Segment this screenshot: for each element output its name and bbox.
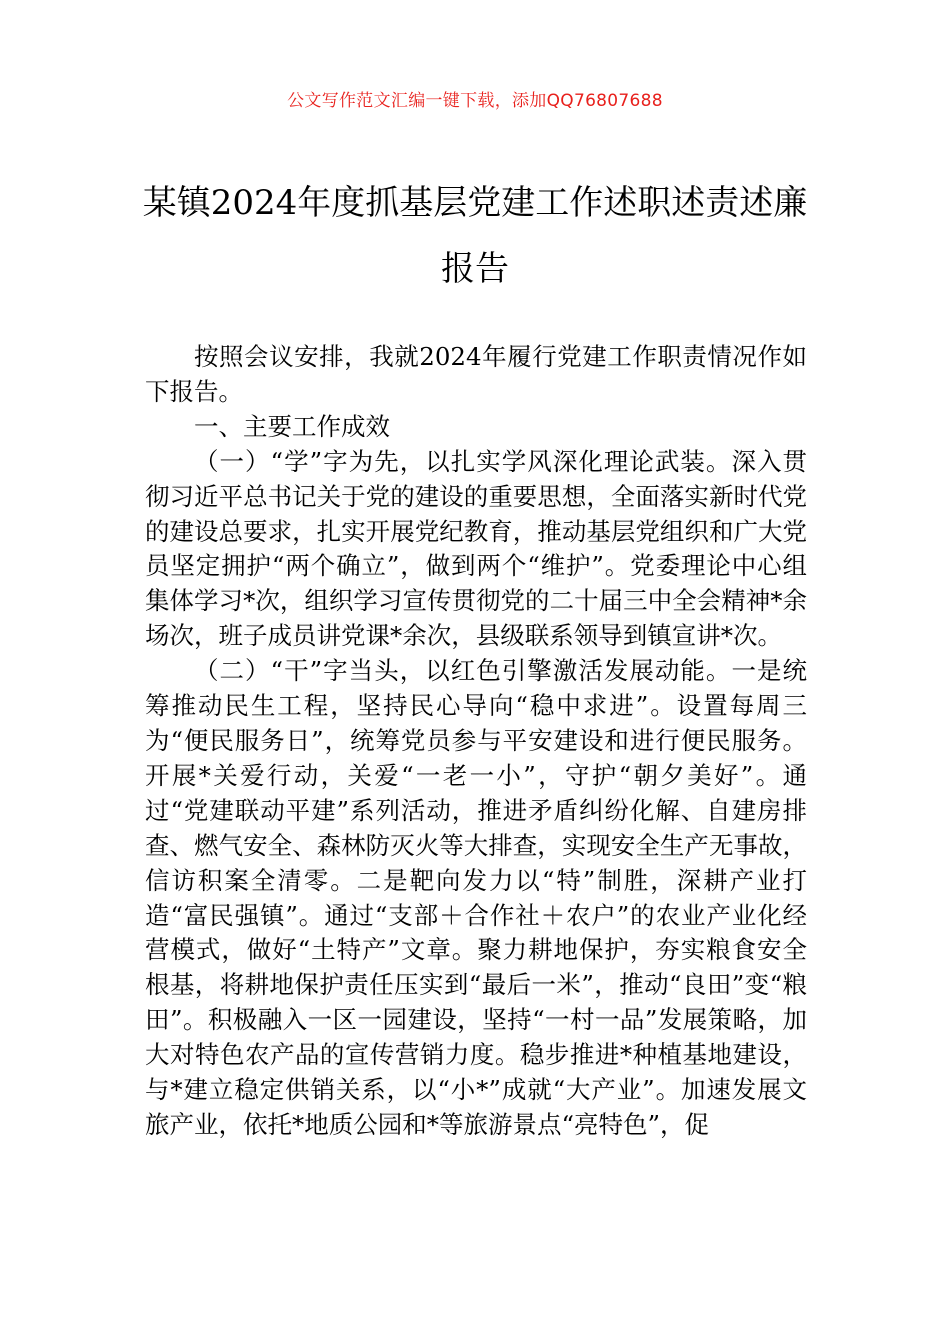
body-paragraph-action: （二）“干”字当头，以红色引擎激活发展动能。一是统筹推动民生工程，坚持民心导向“稳中求进”。设置每周三为“便民服务日”，统筹党员参与平安建设和进行便民服务。开展*关爱行动，关爱“一老一小”，守护“朝夕美好”。通过“党建联动平建”系列活动，推进矛盾纠纷化解、自建房排查、燃气安全、森林防灭火等大排查，实现安全生产无事故，信访积案全清零。二是靶向发力以“特”制胜，深耕产业打造“富民强镇”。通过“支部＋合作社＋农户”的农业产业化经营模式，做好“土特产”文章。聚力耕地保护，夯实粮食安全根基，将耕地保护责任压实到“最后一米”，推动“良田”变“粮田”。积极融入一区一园建设，坚持“一村一品”发展策略，加大对特色农产品的宣传营销力度。稳步推进*种植基地建设，与*建立稳定供销关系，以“小*”成就“大产业”。加速发展文旅产业，依托*地质公园和*等旅游景点“亮特色”，促 <box>145 656 807 1139</box>
header-download-note: 公文写作范文汇编一键下载，添加QQ76807688 <box>287 91 663 111</box>
body-paragraph-intro: 按照会议安排，我就2024年履行党建工作职责情况作如下报告。 <box>145 342 807 406</box>
document-title: 某镇2024年度抓基层党建工作述职述责述廉报告 <box>142 183 808 289</box>
section-heading-main-achievements: 一、主要工作成效 <box>194 411 390 441</box>
document-body <box>145 340 807 1143</box>
body-paragraph-study: （一）“学”字为先，以扎实学风深化理论武装。深入贯彻习近平总书记关于党的建设的重要思想，全面落实新时代党的建设总要求，扎实开展党纪教育，推动基层党组织和广大党员坚定拥护“两个确立”，做到两个“维护”。党委理论中心组集体学习*次，组织学习宣传贯彻党的二十届三中全会精神*余场次，班子成员讲党课*余次，县级联系领导到镇宣讲*次。 <box>145 446 807 651</box>
